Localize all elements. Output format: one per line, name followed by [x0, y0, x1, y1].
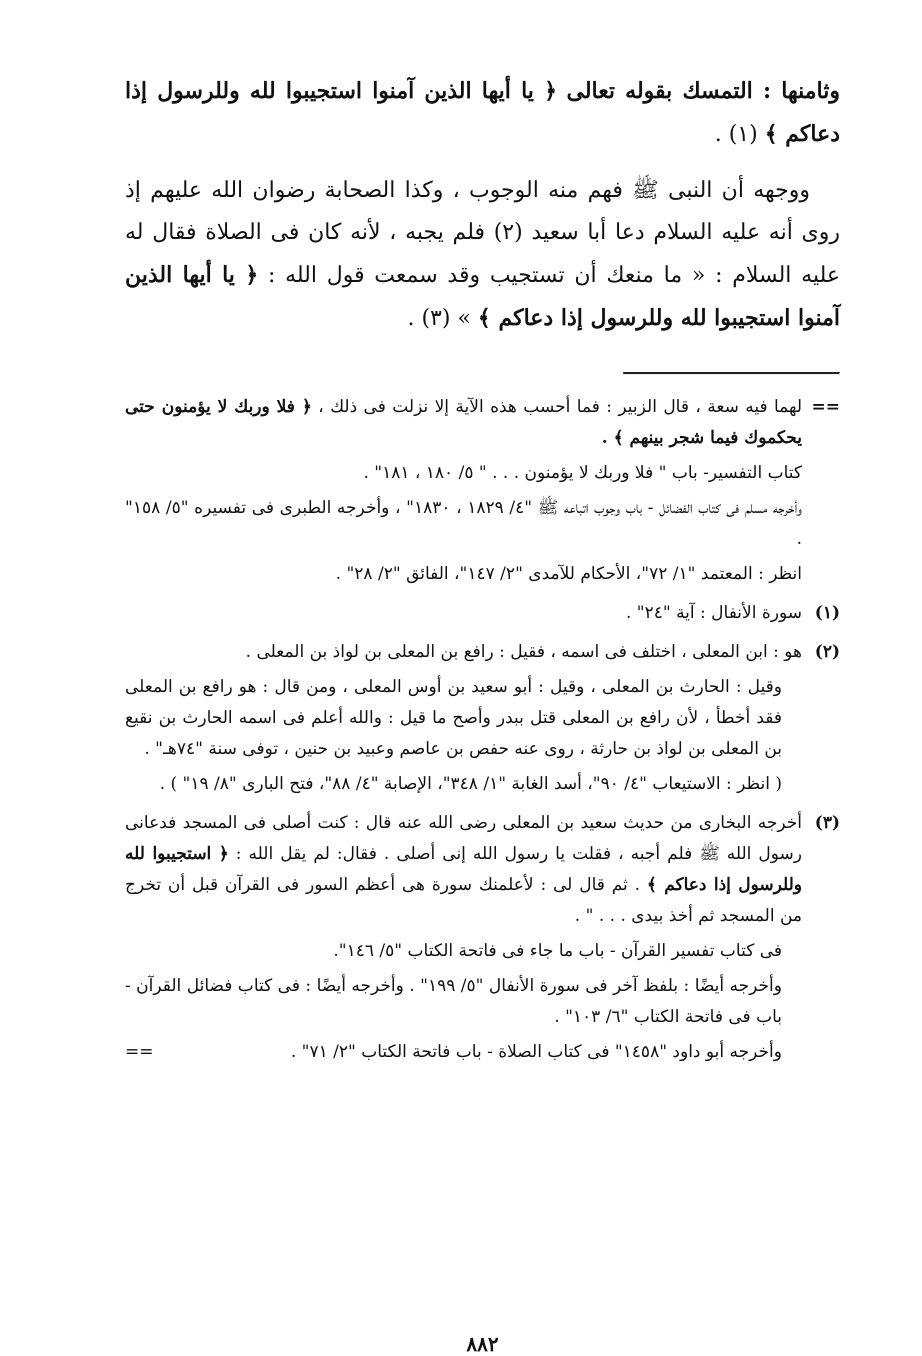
footnote-continued — [125, 392, 840, 590]
footnotes — [125, 392, 840, 1076]
footnote-text: أخرجه البخارى من حديث سعيد بن المعلى رضى الله عنه قال : كنت أصلى فى المسجد فدعانى رسول الله ﷺ فلم أجبه ، فقلت يا رسول الله إنى أصلى . فقال: لم يقل الله : — [125, 813, 802, 864]
footnote-2 — [125, 637, 840, 800]
footnote-line: وأخرجه مسلم فى كتاب الفضائل - باب وجوب اتباعه ﷺ "٤/ ١٨٢٩ ، ١٨٣٠" ، وأخرجه الطبرى فى تفسيره "٥/ ١٥٨" . — [125, 498, 802, 549]
footnote-lead — [125, 808, 802, 932]
footnote-ref: (١) . — [714, 122, 758, 147]
footnote-divider — [623, 372, 840, 375]
footnote-lead: هو : ابن المعلى ، اختلف فى اسمه ، فقيل : رافع بن المعلى بن لواذ بن المعلى . — [245, 642, 802, 662]
page-number: ٨٨٢ — [466, 1332, 499, 1356]
footnote-text: وأخرجه أبو داود "١٤٥٨" فى كتاب الصلاة - باب فاتحة الكتاب "٢/ ٧١" . — [290, 1042, 782, 1062]
footnote-1 — [125, 598, 840, 629]
continuation-mark: == — [811, 397, 840, 417]
quran-verse: ﴿ فلا وربك لا يؤمنون حتى يحكموك فيما شجر بينهم ﴾ . — [125, 397, 802, 448]
paragraph-text: ووجهه أن النبى ﷺ فهم منه الوجوب ، وكذا الصحابة رضوان الله عليهم إذ روى أنه عليه السلام دعا أبا سعيد (٢) فلم يجبه ، لأنه كان فى الصلاة فقال له عليه السلام : « ما منعك أن تستجيب وقد سمعت قول الله : — [125, 178, 840, 288]
main-text — [125, 70, 840, 340]
footnote-refs: ( انظر : الاستيعاب "٤/ ٩٠"، أسد الغابة "١/ ٣٤٨"، الإصابة "٤/ ٨٨"، فتح البارى "٨/ ١٩" ) . — [159, 774, 782, 794]
footnote-line: فى كتاب تفسير القرآن - باب ما جاء فى فاتحة الكتاب "٥/ ١٤٦". — [333, 941, 782, 961]
quran-verse: ﴿ يا أيها الذين آمنوا استجيبوا لله وللرسول إذا دعاكم ﴾ — [125, 262, 840, 331]
footnote-number: (٢) — [814, 642, 840, 662]
footnote-text: . ثم قال لى : لأعلمنك سورة هى أعظم السور فى القرآن قبل أن تخرج من المسجد ثم أخذ بيدى . . . " . — [125, 875, 802, 926]
footnote-text: لهما فيه سعة ، قال الزبير : فما أحسب هذه الآية إلا نزلت فى ذلك ، — [318, 397, 803, 417]
footnote-number: (١) — [814, 603, 840, 623]
paragraph-lead: وثامنها : التمسك بقوله تعالى — [566, 78, 840, 104]
document-page — [125, 70, 840, 1356]
footnote-text: سورة الأنفال : آية "٢٤" . — [625, 603, 802, 623]
footnote-line — [125, 1037, 802, 1068]
paragraph-reasoning — [125, 170, 840, 340]
paragraph-end: » (٣) . — [407, 306, 471, 331]
footnote-number: (٣) — [814, 813, 840, 833]
footnote-line: كتاب التفسير- باب " فلا وربك لا يؤمنون . . . " ٥/ ١٨٠ ، ١٨١" . — [363, 463, 802, 483]
footnote-3 — [125, 808, 840, 1068]
footnote-line — [125, 392, 802, 454]
footnote-body: وقيل : الحارث بن المعلى ، وقيل : أبو سعيد بن أوس المعلى ، ومن قال : هو رافع بن المعلى فقد أخطأ ، لأن رافع بن المعلى قتل ببدر وأصح ما قيل : والله أعلم فى اسمه الحارث بن نقيع بن المعلى بن لواذ بن حارثة ، روى عنه حفص بن عاصم وعبيد بن حنين ، توفى سنة "٧٤هـ" . — [125, 677, 782, 759]
footnote-line: وأخرجه أيضًا : بلفظ آخر فى سورة الأنفال "٥/ ١٩٩" . وأخرجه أيضًا : فى كتاب فضائل القرآن - باب فى فاتحة الكتاب "٦/ ١٠٣" . — [125, 976, 782, 1027]
quran-verse: ﴿ استجيبوا لله وللرسول إذا دعاكم ﴾ — [125, 844, 803, 895]
quran-verse: ﴿ يا أيها الذين آمنوا استجيبوا لله وللرسول إذا دعاكم ﴾ — [125, 78, 840, 147]
continuation-mark: == — [125, 1042, 154, 1062]
paragraph-eighth — [125, 70, 840, 156]
footnote-line: انظر : المعتمد "١/ ٧٢"، الأحكام للآمدى "٢/ ١٤٧"، الفائق "٢/ ٢٨" . — [335, 564, 802, 584]
